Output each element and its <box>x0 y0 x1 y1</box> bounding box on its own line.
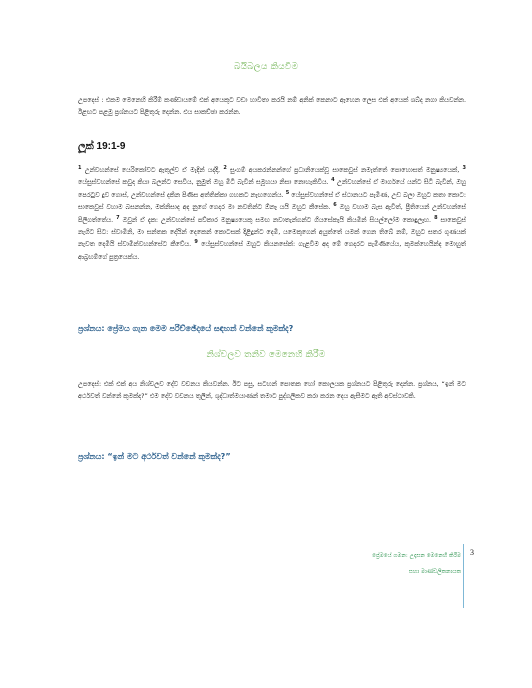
footer-title: ප්‍රේමයේ ගමන: උදෑසන මෙනෙහි කිරීම <box>372 553 461 559</box>
verse-number: 4 <box>331 177 335 184</box>
intro-instruction: උපදෙස් : එකම මෙනෙහි කිරීම් කණ්ඩායමේ එක් අයෙකුට වඩා හාවිතා කරයි නම් අනික් කෙනාට ඇහෙන ලෙස එක් අයෙක් ශබ්ද නගා කියවන්න. ඊළඟට පළමු ප්‍රශ්නයට පිළිතුරු දෙන්න. එය සාකච්ඡා කරන්න. <box>78 96 466 117</box>
verse-number: 1 <box>78 164 82 171</box>
footer <box>321 548 461 580</box>
verse-text: සුංගම් අයකරන්නන්ගේ ප්‍රධානියෙක්වූ සාකෙවුස් නමැත්තේ පොහොසත් මනුෂ්‍යයෙක්, <box>226 166 463 174</box>
page-number: 3 <box>470 548 474 557</box>
question-love-passage: ප්‍රශ්නය: ප්‍රේමය ගැන මෙම පරිච්ඡේදයේ සඳහන් වන්නේ කුමක්ද? <box>78 324 294 333</box>
verse-number: 5 <box>285 189 290 196</box>
verse-text: ඔවුන් ඒ දැක: උන්වහන්සේ පව්කාර මනුෂ්‍යයෙකු සමඟ නවාතැන්ගන්ට ගියසේකැයි කියමින් සියල්ලෝම කොඳුලෑහ. <box>119 215 435 224</box>
footer-subtitle: සහා මාණ්ඩලිකනායක <box>408 569 461 575</box>
verse-number: 2 <box>223 164 227 171</box>
scripture-passage <box>78 164 466 263</box>
scripture-reference: ලූක් 19:1-9 <box>78 141 126 152</box>
meditation-instruction: උපදෙස්: එක් එක් අය නිශ්චලව දේව වචනය කියවන්න. ඊට පසු, සටහන් පොතක හෝ කොලයක ප්‍රශ්නයට පිළිතුරු දෙන්න. ප්‍රශ්නය, “ඉන් මට අර්ථවත් වන්නේ කුමක්ද?” එම දේව වචනය තුලින්, ශුද්ධාත්මයාණන් තමාට පුද්ගලිකව කරා කරන දෙය ඇසීමට ඇති අවස්ථාවකි. <box>78 380 466 401</box>
footer-divider <box>463 544 464 608</box>
section-heading-silent-meditation: නිශ්චලව තනිව මෙනෙහි කිරීම <box>206 350 326 360</box>
verse-text: උන්වහන්සේ යෙරිකෝවට ඇතුල්ව ඒ මැදින් යද්දී, <box>81 166 224 174</box>
verse-number: 9 <box>194 239 198 246</box>
verse-text: යේසුස්වහන්සේ කවුද කියා බලන්ට සෙවීය, නුමුත් ඔහු මිටි බැවින් සමූහයා නිසා නොහැකිවිය. <box>78 178 332 187</box>
question-meaning: ප්‍රශ්නය: “ඉන් මට අර්ථවත් වන්නේ කුමක්ද?” <box>78 452 231 461</box>
verse-number: 7 <box>116 214 120 221</box>
verse-text: යේසුස්වහන්සේ ඔහුට කියනසේක්: ගැළවීම අද මේ ගෙදරට පැමිණියේය, කුමක්හෙයින්ද මොහුත් ආබ්‍රහම්ගේ පුත්‍රයෙක්ය. <box>78 240 466 261</box>
verse-text: ඔහු වහාම බැස ඇවිත්, ප්‍රීතියෙන් උන්වහන්සේ පිලිගත්තේය. <box>78 203 467 224</box>
verse-number: 3 <box>462 164 466 171</box>
verse-text: උන්වහන්සේ ඒ මාර්ගයේ යන්ට සිටි බැවින්, ඔහු පෙරටුව දුව ගොස්, උන්වහන්සේ දකින පිණිස අත්තික්කා ගහකට නැඟගෙන්ය. <box>78 178 466 199</box>
section-heading-bible-reading: බයිබලය කියවීම <box>233 62 299 72</box>
verse-text: යේසුස්වහන්සේ ඒ ස්ථානයට පැමිණ, උඩ බලා ඔහුට කතා කොට: සාකෙවුස් වහාම බසනන්න, මක්නිසාද අද නුගේ ගෙදර මා නවතින්ට ඕනෑ යයි ඔහුට කීසේක. <box>78 190 467 212</box>
verse-text: සාකෙවුස් නැගිට සිට: ස්වාමීනි, මා සන්තක දේයින් දෙකෙන් කොටසක් දිළිදුන්ට දෙමි, යමෙකුගෙන් අයුත්තේ යමක් ගෙන තිබේ නම්, ඔහුට සතර ගුණයක් නැවත දෙමියි ස්වාමීන්වහන්සේට කීවේය. <box>78 215 466 249</box>
verse-number: 6 <box>333 202 337 209</box>
verse-number: 8 <box>434 214 438 221</box>
